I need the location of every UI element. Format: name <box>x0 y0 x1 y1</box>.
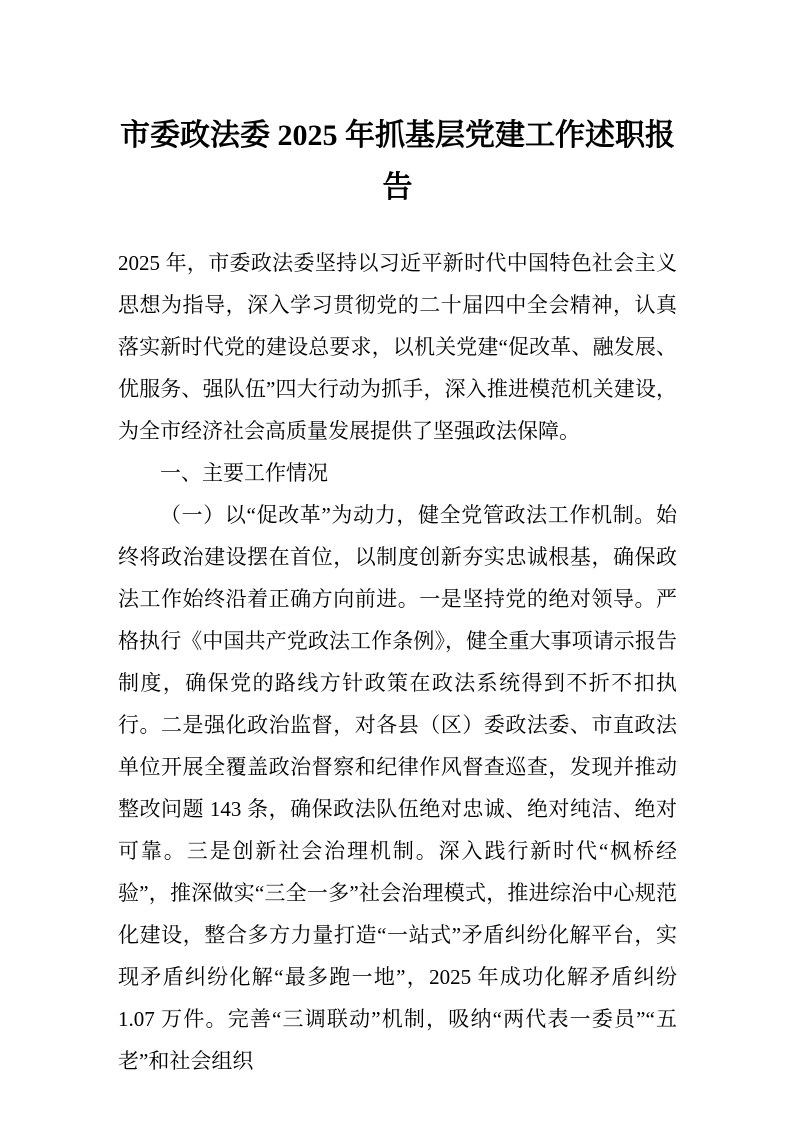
document-title: 市委政法委 2025 年抓基层党建工作述职报告 <box>120 119 675 204</box>
document-body <box>118 242 677 1082</box>
section-heading-main-work: 一、主要工作情况 <box>160 461 328 485</box>
paragraph-section-one: （一）以“促改革”为动力，健全党管政法工作机制。始终将政治建设摆在首位，以制度创新夯实忠诚根基，确保政法工作始终沿着正确方向前进。一是坚持党的绝对领导。严格执行《中国共产党政法工作条例》，健全重大事项请示报告制度，确保党的路线方针政策在政法系统得到不折不扣执行。二是强化政治监督，对各县（区）委政法委、市直政法单位开展全覆盖政治督察和纪律作风督查巡查，发现并推动整改问题 143 条，确保政法队伍绝对忠诚、绝对纯洁、绝对可靠。三是创新社会治理机制。深入践行新时代“枫桥经验”，推深做实“三全一多”社会治理模式，推进综治中心规范化建设，整合多方力量打造“一站式”矛盾纠纷化解平台，实现矛盾纠纷化解“最多跑一地”，2025 年成功化解矛盾纠纷 1.07 万件。完善“三调联动”机制，吸纳“两代表一委员”“五老”和社会组织 <box>118 503 677 1073</box>
paragraph-intro: 2025 年，市委政法委坚持以习近平新时代中国特色社会主义思想为指导，深入学习贯彻党的二十届四中全会精神，认真落实新时代党的建设总要求，以机关党建“促改革、融发展、优服务、强队伍”四大行动为抓手，深入推进模范机关建设，为全市经济社会高质量发展提供了坚强政法保障。 <box>118 251 677 443</box>
